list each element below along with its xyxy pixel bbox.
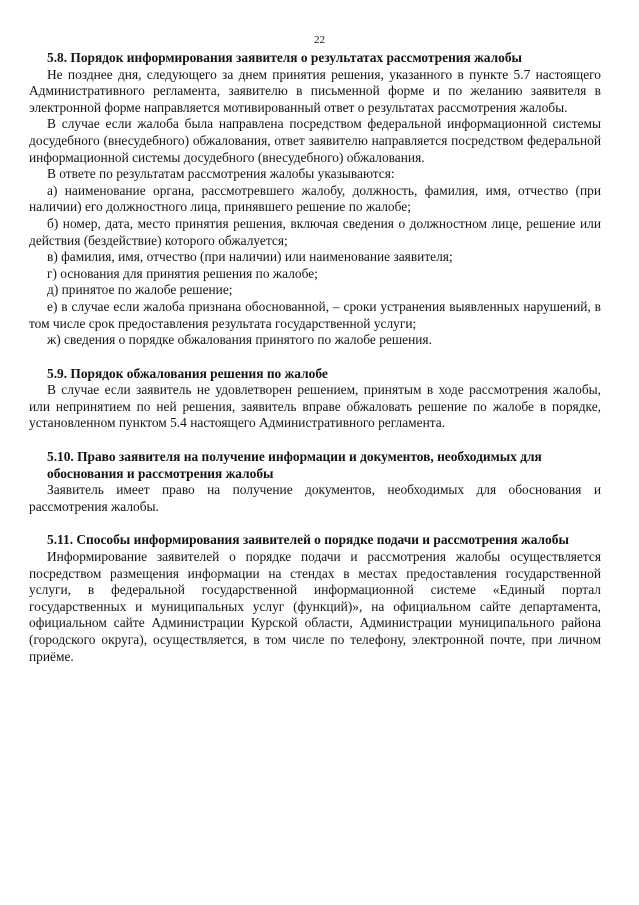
section-heading: 5.11. Способы информирования заявителей о порядке подачи и рассмотрения жалобы (47, 532, 569, 548)
list-item: г) основания для принятия решения по жалобе; (47, 265, 318, 281)
section-heading: 5.8. Порядок информирования заявителя о результатах рассмотрения жалобы (47, 50, 522, 65)
paragraph: Заявитель имеет право на получение документов, необходимых для обоснования и рассмотрения жалобы. (29, 482, 601, 514)
section-5-11 (29, 532, 601, 665)
paragraph: В случае если жалоба была направлена посредством федеральной информационной системы досудебного (внесудебного) обжалования, ответ заявителю направляется посредством федеральной информационной системы досудебного (внесудебного) обжалования. (29, 116, 601, 165)
paragraph: В случае если заявитель не удовлетворен решением, принятым в ходе рассмотрения жалобы, или непринятием по ней решения, заявитель вправе обжаловать решение по жалобе в порядке, установленном пунктом 5.4 настоящего Административного регламента. (29, 382, 601, 431)
list-item: б) номер, дата, место принятия решения, включая сведения о должностном лице, решение или действия (бездействие) которого обжалуется; (29, 215, 601, 248)
list-item: в) фамилия, имя, отчество (при наличии) или наименование заявителя; (47, 249, 453, 265)
section-5-9 (29, 366, 601, 432)
list-item: а) наименование органа, рассмотревшего жалобу, должность, фамилия, имя, отчество (при наличии) его должностного лица, принявшего решение по жалобе; (29, 182, 601, 215)
page-number: 22 (314, 34, 325, 46)
list-item: е) в случае если жалоба признана обоснованной, – сроки устранения выявленных нарушений, в том числе срок предоставления результата государственной услуги; (29, 298, 601, 331)
section-spacer (29, 515, 601, 532)
list-item: д) принятое по жалобе решение; (47, 282, 233, 298)
list-item: ж) сведения о порядке обжалования принятого по жалобе решения. (47, 332, 432, 348)
section-5-8 (29, 50, 601, 349)
section-5-10 (29, 449, 601, 515)
paragraph: В ответе по результатам рассмотрения жалобы указываются: (47, 166, 395, 182)
section-heading: 5.9. Порядок обжалования решения по жалобе (47, 365, 328, 381)
section-heading: 5.10. Право заявителя на получение информации и документов, необходимых для обоснования и рассмотрения жалобы (47, 449, 542, 481)
section-spacer (29, 349, 601, 366)
document-body (29, 50, 601, 665)
paragraph: Информирование заявителей о порядке подачи и рассмотрения жалобы осуществляется посредством размещения информации на стендах в местах предоставления государственной услуги, в федеральной государственной информационной системе «Единый портал государственных и муниципальных услуг (функций)», на официальном сайте департамента, официальном сайте Администрации Курской области, Администрации муниципального района (городского округа), осуществляется, в том числе по телефону, электронной почте, при личном приёме. (29, 549, 601, 664)
section-spacer (29, 432, 601, 449)
paragraph: Не позднее дня, следующего за днем принятия решения, указанного в пункте 5.7 настоящего Административного регламента, заявителю в письменной форме и по желанию заявителя в электронной форме направляется мотивированный ответ о результатах рассмотрения жалобы. (29, 66, 601, 115)
